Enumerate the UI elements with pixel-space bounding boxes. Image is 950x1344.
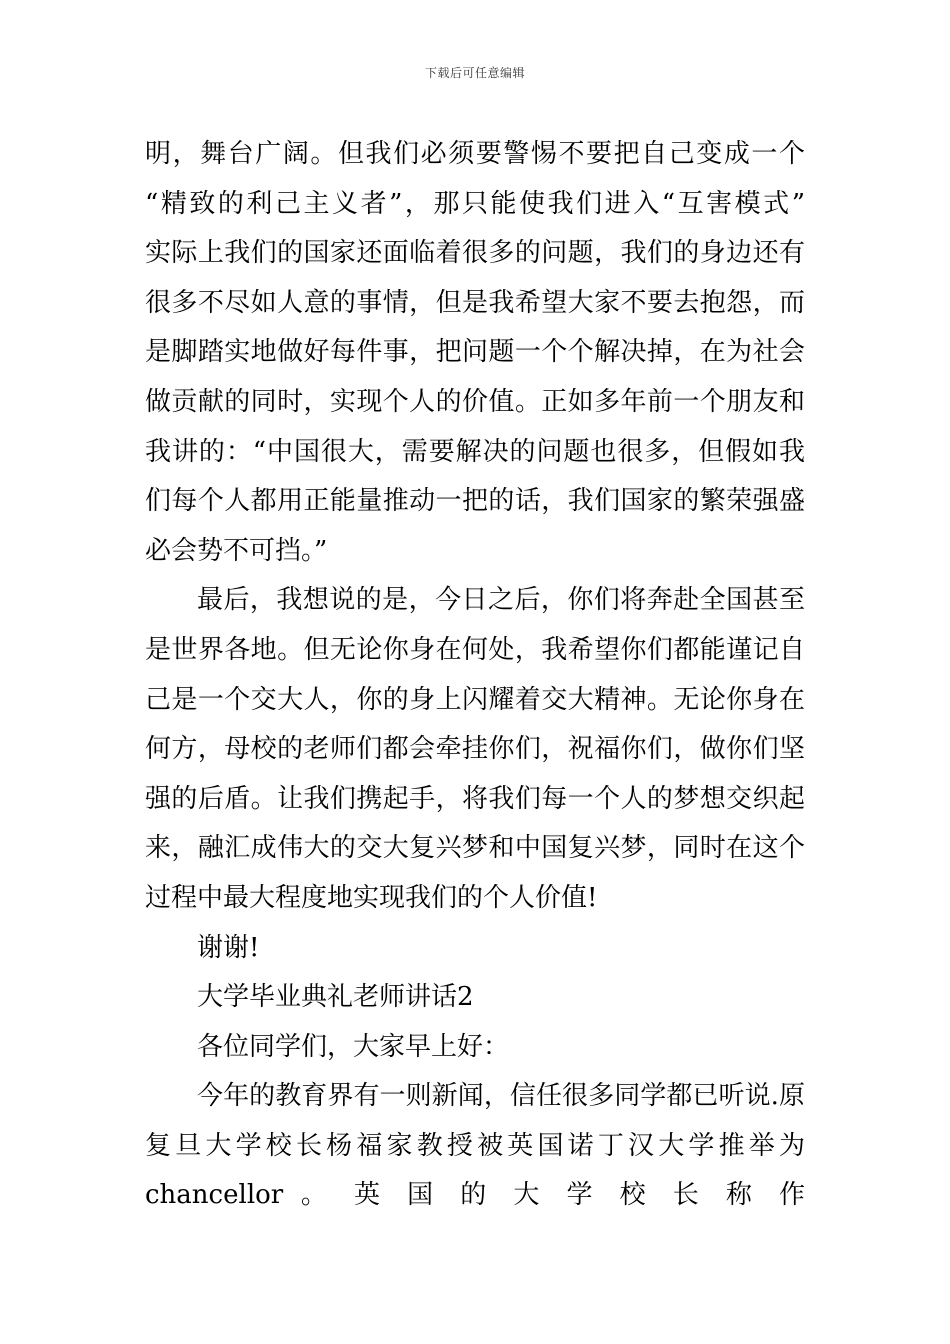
text-line: 做贡献的同时，实现个人的价值。正如多年前一个朋友和 xyxy=(145,386,805,417)
paragraph-first-line: 最后，我想说的是，今日之后，你们将奔赴全国甚至 xyxy=(197,585,805,616)
body-text xyxy=(145,130,805,1221)
text-line: “精致的利己主义者”，那只能使我们进入“互害模式” xyxy=(145,188,805,219)
text-line: chancellor 。 英 国 的 大 学 校 长 称 作 xyxy=(145,1180,805,1211)
text-line: 强的后盾。让我们携起手，将我们每一个人的梦想交织起 xyxy=(145,783,805,814)
text-line: 过程中最大程度地实现我们的个人价值! xyxy=(145,882,598,913)
text-line: 明，舞台广阔。但我们必须要警惕不要把自己变成一个 xyxy=(145,139,805,169)
text-line: 己是一个交大人，你的身上闪耀着交大精神。无论你身在 xyxy=(145,684,805,715)
text-line: 何方，母校的老师们都会牵挂你们，祝福你们，做你们坚 xyxy=(145,734,805,765)
thanks-line: 谢谢! xyxy=(197,932,260,963)
text-line: 们每个人都用正能量推动一把的话，我们国家的繁荣强盛 xyxy=(145,486,805,517)
greeting-line: 各位同学们，大家早上好： xyxy=(197,1031,510,1062)
text-line: 必会势不可挡。” xyxy=(145,535,328,566)
text-line: 是脚踏实地做好每件事，把问题一个个解决掉，在为社会 xyxy=(145,337,805,368)
text-line: 很多不尽如人意的事情，但是我希望大家不要去抱怨，而 xyxy=(145,287,805,318)
text-line: 实际上我们的国家还面临着很多的问题，我们的身边还有 xyxy=(145,238,805,269)
text-line: 我讲的：“中国很大，需要解决的问题也很多，但假如我 xyxy=(145,436,805,467)
text-line: 来，融汇成伟大的交大复兴梦和中国复兴梦，同时在这个 xyxy=(145,833,805,864)
text-line: 是世界各地。但无论你身在何处，我希望你们都能谨记自 xyxy=(145,634,805,665)
section-title: 大学毕业典礼老师讲话2 xyxy=(197,982,474,1013)
page-header: 下载后可任意编辑 xyxy=(424,66,525,80)
paragraph-first-line: 今年的教育界有一则新闻，信任很多同学都已听说.原 xyxy=(197,1081,805,1112)
text-line: 复旦大学校长杨福家教授被英国诺丁汉大学推举为 xyxy=(145,1130,805,1161)
